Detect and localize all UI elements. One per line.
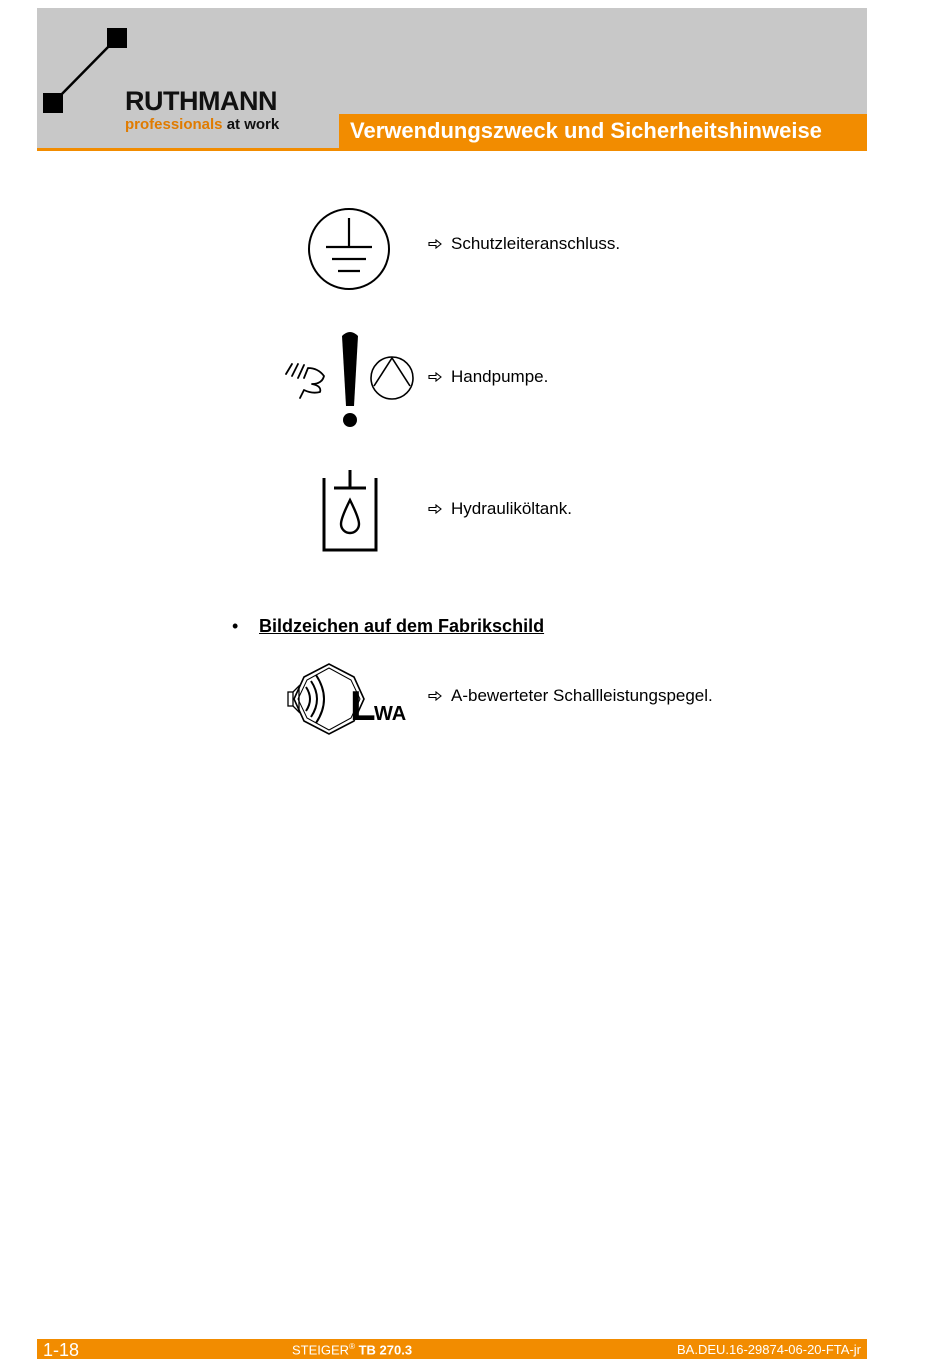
tagline-professionals: professionals <box>125 116 223 133</box>
arrow-right-icon <box>428 504 442 514</box>
registered-mark: ® <box>349 1342 355 1351</box>
symbol-description-4 <box>428 686 713 706</box>
symbol-label: Hydrauliköltank. <box>451 499 572 518</box>
page-number: 1-18 <box>43 1340 80 1360</box>
footer-band <box>37 1339 867 1359</box>
model-prefix: STEIGER <box>292 1342 350 1358</box>
symbol-description-3 <box>428 499 572 519</box>
protective-earth-icon <box>306 206 392 292</box>
symbol-label: Schutzleiteranschluss. <box>451 234 621 253</box>
brand-tagline <box>125 117 279 132</box>
lwa-text: L <box>350 682 376 729</box>
arrow-right-icon <box>428 372 442 382</box>
symbol-description-1 <box>428 234 620 254</box>
header-divider <box>37 148 867 151</box>
hand-pump-icon <box>282 328 416 430</box>
symbol-description-2 <box>428 367 548 387</box>
footer-model <box>292 1342 412 1357</box>
section-title: Verwendungszweck und Sicherheitshinweise <box>339 114 867 148</box>
document-code: BA.DEU.16-29874-06-20-FTA-jr <box>677 1342 861 1357</box>
arrow-right-icon <box>428 691 442 701</box>
bullet-point: • <box>232 616 239 636</box>
brand-name: RUTHMANN <box>125 86 277 116</box>
lwa-subscript: WA <box>374 703 407 725</box>
hydraulic-oil-tank-icon <box>320 468 380 554</box>
section-heading: Bildzeichen auf dem Fabrikschild <box>259 616 545 636</box>
symbol-label: A-bewerteter Schallleistungspegel. <box>451 686 713 705</box>
symbol-label: Handpumpe. <box>451 367 549 386</box>
arrow-right-icon <box>428 239 442 249</box>
tagline-at-work: at work <box>222 116 280 133</box>
sound-power-level-icon <box>280 660 418 738</box>
model-name: TB 270.3 <box>358 1342 413 1358</box>
